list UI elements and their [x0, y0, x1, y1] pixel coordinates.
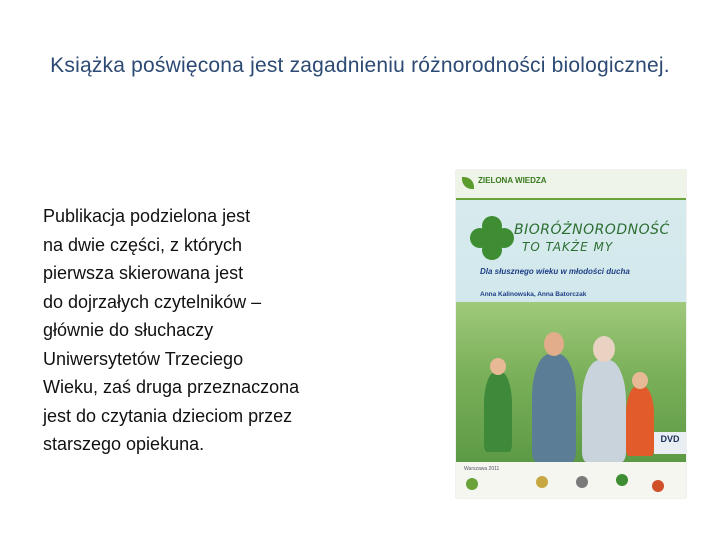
grandfather-head	[544, 332, 564, 356]
cover-authors: Anna Kalinowska, Anna Batorczak	[480, 291, 587, 298]
boy-head	[490, 358, 506, 375]
cover-footer	[456, 462, 686, 498]
cover-title-line2: TO TAKŻE MY	[522, 240, 614, 254]
grandmother-figure	[582, 360, 626, 462]
cover-header-band	[456, 170, 686, 200]
book-cover-image	[456, 170, 686, 498]
sponsor-logo-icon	[466, 478, 478, 490]
girl-figure	[626, 386, 654, 456]
sponsor-logo-icon	[652, 480, 664, 492]
dvd-badge: DVD	[654, 432, 686, 454]
clover-icon	[470, 216, 516, 262]
sponsor-logo-icon	[616, 474, 628, 486]
slide-title: Książka poświęcona jest zagadnieniu różnorodności biologicznej.	[50, 54, 670, 77]
cover-series-name: ZIELONA WIEDZA	[478, 176, 547, 185]
cover-family-photo	[456, 302, 686, 462]
sponsor-logo-icon	[536, 476, 548, 488]
cover-subtitle: Dla słusznego wieku w młodości ducha	[480, 267, 630, 276]
boy-figure	[484, 372, 512, 452]
grandfather-figure	[532, 354, 576, 462]
cover-title-line1: BIORÓŻNORODNOŚĆ	[514, 222, 670, 238]
grandmother-head	[593, 336, 615, 362]
leaf-logo-icon	[462, 177, 474, 189]
sponsor-logo-icon	[576, 476, 588, 488]
slide-body-text: Publikacja podzielona jest na dwie części, z których pierwsza skierowana jest do dojrzałych czytelników – głównie do słuchaczy Uniwersytetów Trzeciego Wieku, zaś druga przeznaczona jest do czytania dzieciom przez starszego opiekuna.	[43, 206, 300, 454]
girl-head	[632, 372, 648, 389]
cover-year-text: Warszawa 2011	[464, 466, 500, 472]
